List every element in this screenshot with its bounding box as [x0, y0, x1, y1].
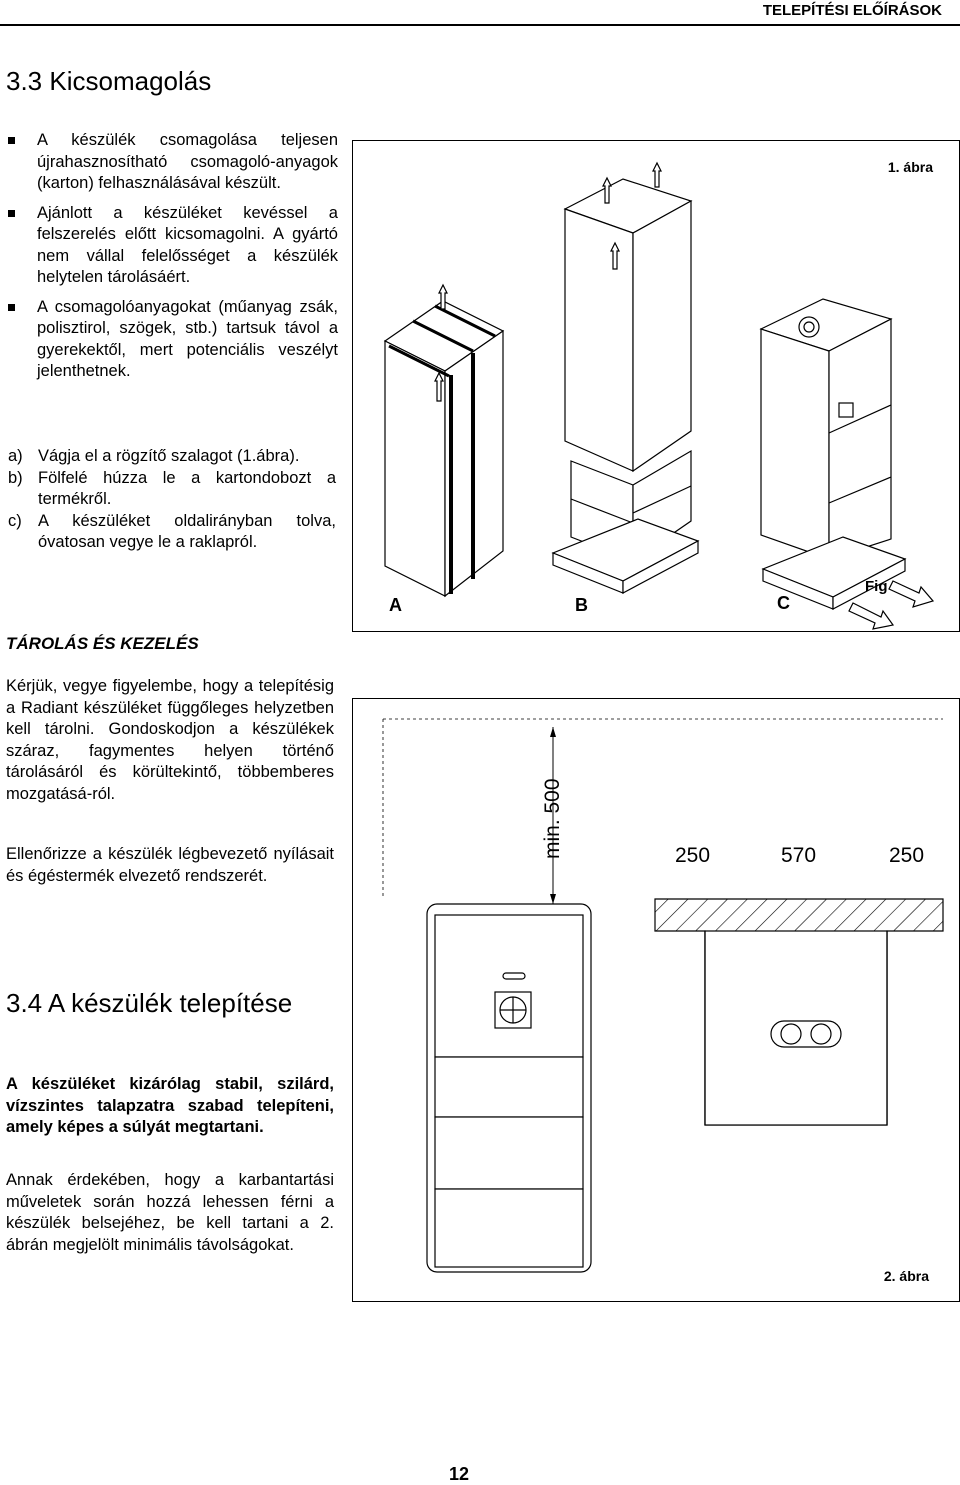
bullet-item: A készülék csomagolása teljesen újrahasznosítható csomagoló-anyagok (karton) felhasználásával készült.	[8, 130, 338, 195]
bullet-item: Ajánlott a készüléket kevéssel a felszerelés előtt kicsomagolni. A gyártó nem vállal felelősséget a készülék helytelen tárolásáért.	[8, 203, 338, 289]
clearance-diagram	[353, 699, 959, 1301]
clearance-top-dimension: min. 500	[541, 778, 564, 859]
figure-1-label-c: C	[777, 593, 790, 613]
figure-1-caption: 1. ábra	[887, 159, 933, 175]
section-3-4-title: 3.4 A készülék telepítése	[6, 988, 293, 1018]
box-lift-b	[553, 163, 698, 593]
unpacked-unit-c	[761, 299, 933, 629]
clearance-right-dimension: 250	[889, 844, 925, 867]
figure-1-label-b: B	[575, 595, 588, 615]
packed-unit-a	[385, 285, 503, 596]
section-3-3-title: 3.3 Kicsomagolás	[6, 66, 212, 96]
step-item: c) A készüléket oldalirányban tolva, óvatosan vegye le a raklapról.	[8, 511, 336, 551]
clearance-left-dimension: 250	[675, 844, 711, 867]
storage-title: TÁROLÁS ÉS KEZELÉS	[6, 634, 199, 653]
header-rule	[0, 24, 960, 26]
appliance-width-dimension: 570	[781, 844, 817, 867]
square-bullet-icon	[8, 137, 15, 144]
figure-1-label-a: A	[389, 595, 402, 615]
figure-2	[352, 698, 960, 1302]
figure-2-caption: 2. ábra	[883, 1268, 929, 1284]
figure-1-label-fig: Fig	[865, 578, 888, 595]
step-list	[8, 446, 336, 554]
unpacking-illustration	[353, 141, 959, 631]
running-header: TELEPÍTÉSI ELŐÍRÁSOK	[762, 2, 942, 19]
bullet-list	[8, 130, 338, 391]
figure-1	[352, 140, 960, 632]
storage-paragraph-1: Kérjük, vegye figyelembe, hogy a telepítésig a Radiant készüléket függőleges helyzetben kell tárolni. Gondoskodjon a készülékek száraz, fagymentes helyen történő tárolásáról és körültekintő, többemberes mozgatásá-ról.	[6, 677, 334, 803]
bullet-item: A csomagolóanyagokat (műanyag zsák, polisztirol, szögek, stb.) tartsuk távol a gyerekektől, mert potenciális veszélyt jelenthetnek.	[8, 297, 338, 383]
page-number: 12	[449, 1464, 470, 1484]
step-item: b) Fölfelé húzza le a kartondobozt a termékről.	[8, 468, 336, 508]
square-bullet-icon	[8, 210, 15, 217]
step-item: a) Vágja el a rögzítő szalagot (1.ábra).	[8, 447, 300, 465]
storage-paragraph-2: Ellenőrizze a készülék légbevezető nyílásait és égéstermék elvezető rendszerét.	[6, 845, 334, 885]
installation-paragraph: Annak érdekében, hogy a karbantartási műveletek során hozzá lehessen férni a készülék belsejéhez, be kell tartani a 2. ábrán megjelölt minimális távolságokat.	[6, 1171, 334, 1254]
square-bullet-icon	[8, 304, 15, 311]
installation-bold-paragraph: A készüléket kizárólag stabil, szilárd, vízszintes talapzatra szabad telepíteni, amely képes a súlyát megtartani.	[6, 1075, 334, 1136]
